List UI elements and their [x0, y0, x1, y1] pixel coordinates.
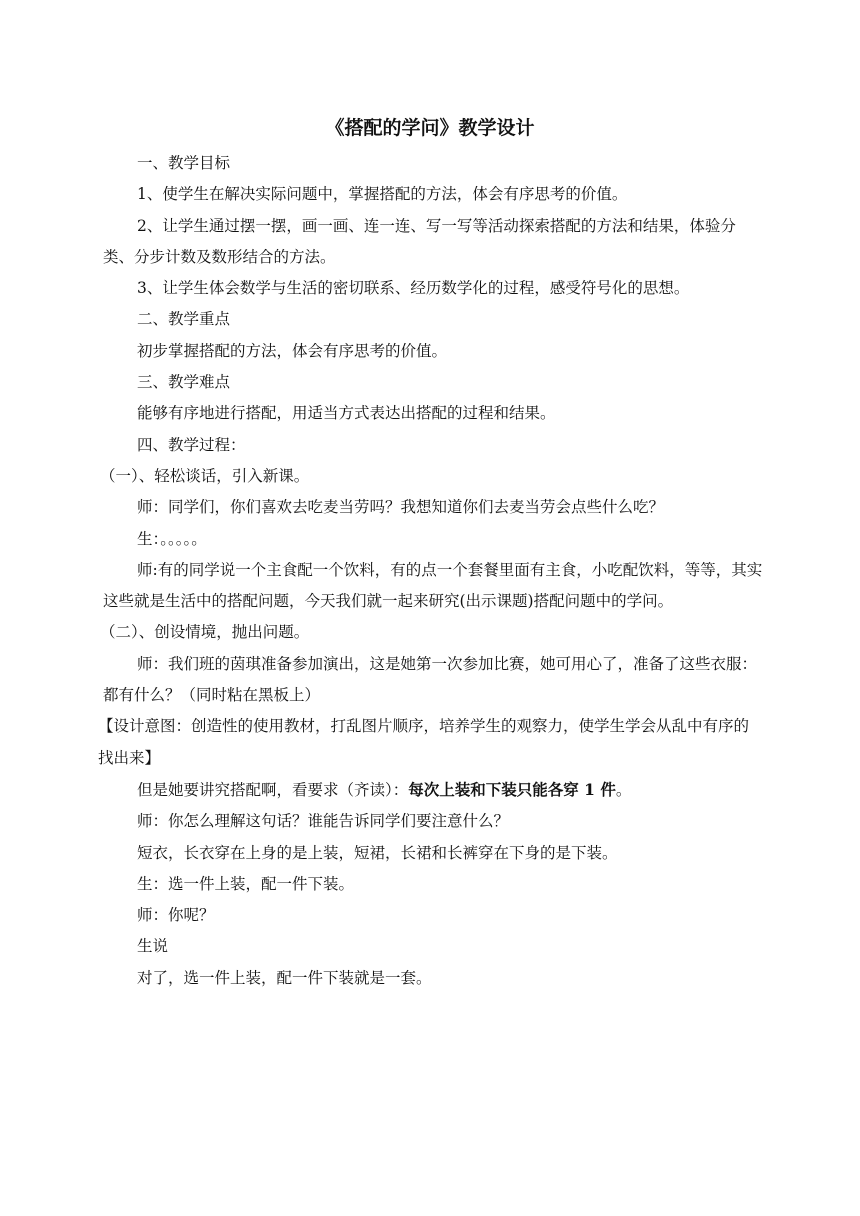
- teacher-line-5: 师：你呢？: [137, 906, 215, 925]
- conclusion-line: 对了，选一件上装，配一件下装就是一套。: [137, 968, 432, 987]
- teacher-line-1: 师：同学们，你们喜欢去吃麦当劳吗？我想知道你们去麦当劳会点些什么吃？: [137, 498, 665, 517]
- student-line-3: 生说: [137, 937, 169, 956]
- difficulty-text: 能够有序地进行搭配，用适当方式表达出搭配的过程和结果。: [137, 404, 556, 423]
- goal-item-1: 1、使学生在解决实际问题中，掌握搭配的方法，体会有序思考的价值。: [137, 185, 628, 204]
- explanation-line: 短衣，长衣穿在上身的是上装，短裙，长裙和长裤穿在下身的是下装。: [137, 843, 618, 862]
- teacher-line-4: 师：你怎么理解这句话？谁能告诉同学们要注意什么？: [137, 812, 510, 831]
- step-heading-2: （二）、创设情境，抛出问题。: [100, 623, 310, 642]
- teacher-line-3: 师：我们班的茵琪准备参加演出，这是她第一次参加比赛，她可用心了，准备了这些衣服：都有什么？（同时粘在黑板上）: [103, 654, 758, 705]
- section-heading-difficulties: 三、教学难点: [137, 373, 231, 392]
- goal-item-3: 3、让学生体会数学与生活的密切联系、经历数学化的过程，感受符号化的思想。: [137, 279, 690, 298]
- design-intent-note: 【设计意图：创造性的使用教材，打乱图片顺序，培养学生的观察力，使学生学会从乱中有序的找出来】: [98, 717, 750, 767]
- requirement-lead: 但是她要讲究搭配啊，看要求（齐读）：: [137, 780, 409, 799]
- section-heading-key-points: 二、教学重点: [137, 310, 231, 329]
- step-heading-1: （一）、轻松谈话，引入新课。: [100, 466, 310, 485]
- key-point-text: 初步掌握搭配的方法，体会有序思考的价值。: [137, 341, 448, 360]
- section-heading-process: 四、教学过程：: [137, 435, 246, 454]
- goal-item-2: 2、让学生通过摆一摆，画一画、连一连、写一写等活动探索搭配的方法和结果，体验分类、分步计数及数形结合的方法。: [103, 216, 736, 266]
- student-line-1: 生：。。。。。: [137, 529, 207, 548]
- teacher-line-2: 师:有的同学说一个主食配一个饮料，有的点一个套餐里面有主食，小吃配饮料，等等，其实这些就是生活中的搭配问题，今天我们就一起来研究(出示课题)搭配问题中的学问。: [103, 560, 763, 611]
- requirement-bold-text: 每次上装和下装只能各穿 1 件: [408, 779, 616, 799]
- student-line-2: 生：选一件上装，配一件下装。: [137, 874, 355, 893]
- requirement-end: 。: [615, 780, 632, 799]
- section-heading-goals: 一、教学目标: [137, 154, 231, 172]
- requirement-line: [103, 774, 763, 806]
- document-title: 《搭配的学问》教学设计: [325, 117, 535, 139]
- document-body: [98, 148, 763, 994]
